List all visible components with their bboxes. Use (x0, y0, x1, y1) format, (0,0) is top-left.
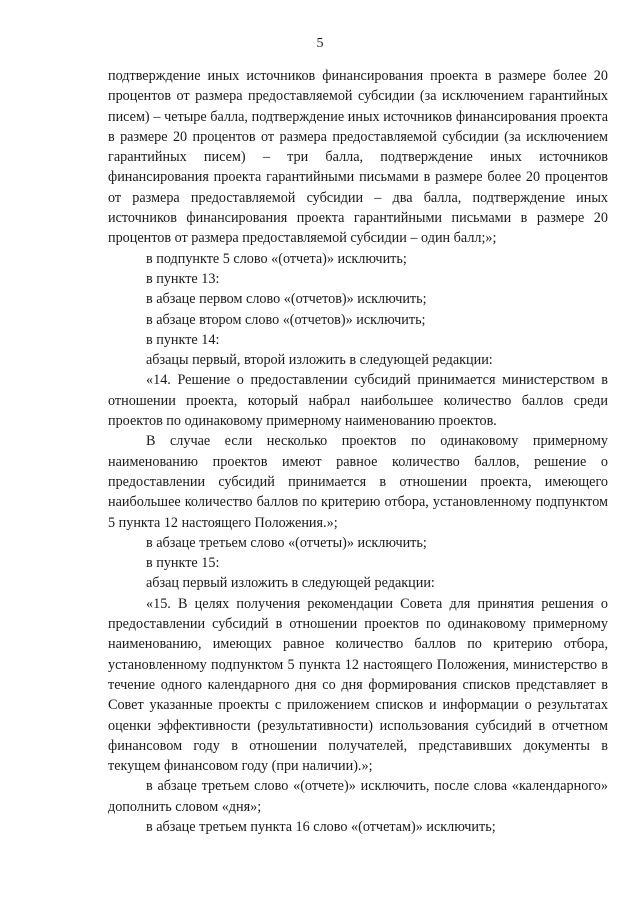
paragraph-item-13-abz-2: в абзаце втором слово «(отчетов)» исключить; (146, 311, 426, 328)
document-body (108, 66, 608, 837)
paragraph-item-15-abz-3: в абзаце третьем слово «(отчете)» исключить, после слова «календарного» дополнить словом «дня»; (108, 778, 608, 815)
paragraph-item-14: в пункте 14: (146, 331, 220, 348)
paragraph-item-13: в пункте 13: (146, 270, 220, 287)
paragraph-item-15: в пункте 15: (146, 555, 220, 572)
paragraph-item-16: в абзаце третьем пункта 16 слово «(отчетам)» исключить; (146, 818, 496, 835)
paragraph-item-14-text-1: «14. Решение о предоставлении субсидий принимается министерством в отношении проекта, который набрал наибольшее количество баллов среди проектов по одинаковому примерному наименованию проектов. (108, 372, 608, 430)
paragraph-item-15-text: «15. В целях получения рекомендации Совета для принятия решения о предоставлении субсидий в отношении проектов по одинаковому примерному наименованию, имеющих равное количество баллов по критерию отбора, установленному подпунктом 5 пункта 12 настоящего Положения, министерство в течение одного календарного дня со дня формирования списков представляет в Совет указанные проекты с приложением списков и информации о результатах оценки эффективности (результативности) использования субсидий в отчетном финансовом году в отношении получателей, представивших документы в текущем финансовом году (при наличии).»; (108, 595, 608, 775)
paragraph-item-15-intro: абзац первый изложить в следующей редакции: (146, 575, 435, 592)
paragraph-item-14-text-2: В случае если несколько проектов по одинаковому примерному наименованию проектов имеют равное количество баллов, решение о предоставлении субсидий принимается в отношении проекта, имеющего наибольшее количество баллов по критерию отбора, установленному подпунктом 5 пункта 12 настоящего Положения.»; (108, 433, 608, 531)
paragraph-item-14-intro: абзацы первый, второй изложить в следующей редакции: (146, 352, 493, 369)
page-number: 5 (316, 36, 324, 51)
paragraph-criteria-continuation: подтверждение иных источников финансирования проекта в размере более 20 процентов от размера предоставляемой субсидии (за исключением гарантийных писем) – четыре балла, подтверждение иных источников финансирования проекта в размере 20 процентов от размера предоставляемой субсидии (за исключением гарантийных писем) – три балла, подтверждение иных источников финансирования проекта гарантийными письмами в размере более 20 процентов от размера предоставляемой субсидии – два балла, подтверждение иных источников финансирования проекта гарантийными письмами в размере 20 процентов от размера предоставляемой субсидии – один балл;»; (108, 68, 608, 247)
paragraph-item-14-abz-3: в абзаце третьем слово «(отчеты)» исключить; (146, 534, 427, 551)
paragraph-subitem-5: в подпункте 5 слово «(отчета)» исключить; (146, 250, 407, 267)
paragraph-item-13-abz-1: в абзаце первом слово «(отчетов)» исключить; (146, 291, 427, 308)
